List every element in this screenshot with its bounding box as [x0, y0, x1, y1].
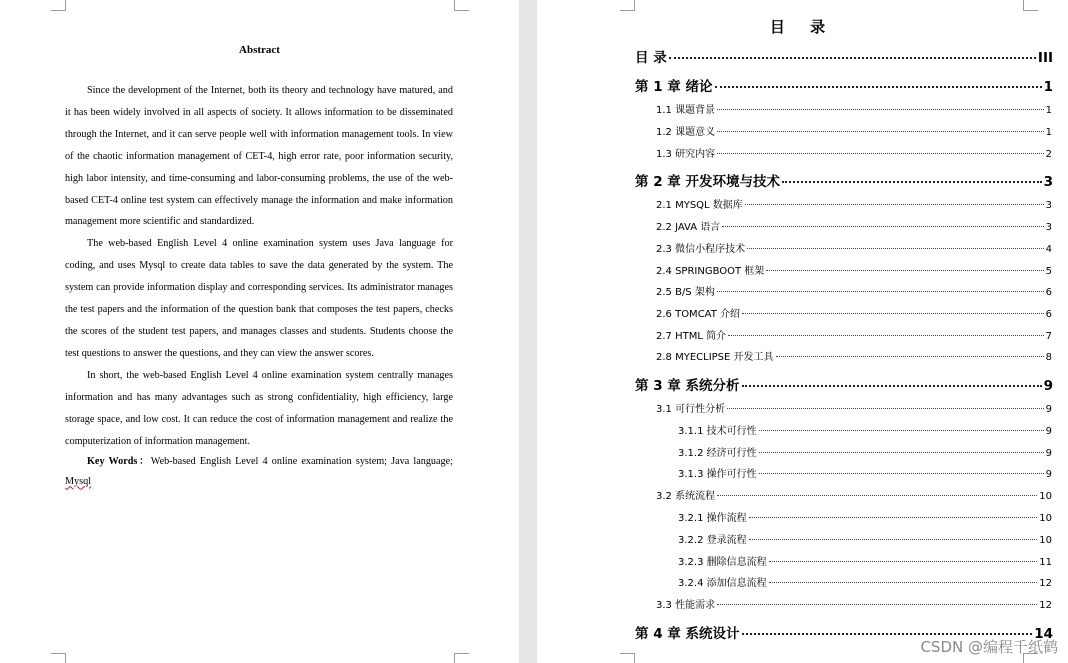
- toc-entry-label: 3.1.2 经济可行性: [678, 448, 757, 459]
- toc-entry-page: 10: [1039, 491, 1052, 502]
- abstract-paragraph: The web-based English Level 4 online examination system uses Java language for coding, and uses Mysql to create data tables to save the data generated by the system. The system can provide information display and corresponding services. Its administrator manages the test papers and the information of the question bank that composes the test papers, checks the scores of the student test papers, and manages classes and students. Students choose the test questions to answer the questions, and they can view the answer scores.: [65, 238, 453, 359]
- toc-leader-dots: [717, 153, 1044, 154]
- toc-entry[interactable]: [678, 509, 1052, 524]
- toc-entry[interactable]: [635, 170, 1053, 190]
- toc-entry-label: 3.1 可行性分析: [656, 404, 726, 415]
- toc-leader-dots: [722, 226, 1043, 227]
- toc-entry-page: 3: [1045, 222, 1052, 233]
- toc-entry-page: 10: [1039, 535, 1052, 546]
- toc-leader-dots: [759, 430, 1044, 431]
- toc-entry-label: 2.1 MYSQL 数据库: [656, 200, 743, 211]
- toc-leader-dots: [782, 181, 1042, 183]
- toc-entry-page: III: [1037, 50, 1053, 66]
- abstract-paragraph: Since the development of the Internet, both its theory and technology have matured, and it has been widely involved in all aspects of society. It allows information to be disseminated through the Internet, and it can serve people well with information management tools. In view of the chaotic information management of CET-4, high error rate, poor information security, high labor intensity, and time-consuming and labor-consuming problems, the use of the web-based CET-4 online test system can effectively manage the information and make information management more scientific and standardized.: [65, 85, 453, 228]
- toc-entry-label: 1.1 课题背景: [656, 105, 716, 116]
- keywords-last: Mysql: [65, 476, 92, 488]
- toc-leader-dots: [717, 109, 1044, 110]
- toc-leader-dots: [742, 385, 1042, 387]
- toc-entry-page: 1: [1045, 105, 1052, 116]
- toc-entry[interactable]: [656, 262, 1052, 277]
- toc-entry-page: 3: [1045, 200, 1052, 211]
- toc-leader-dots: [759, 452, 1044, 453]
- toc-entry[interactable]: [635, 46, 1053, 66]
- toc-entry-page: 3: [1043, 174, 1053, 190]
- toc-entry[interactable]: [656, 305, 1052, 320]
- toc-entry[interactable]: [678, 574, 1052, 589]
- toc-leader-dots: [776, 356, 1044, 357]
- toc-leader-dots: [717, 604, 1037, 605]
- toc-entry-label: 1.2 课题意义: [656, 127, 716, 138]
- toc-entry[interactable]: [656, 400, 1052, 415]
- toc-entry-page: 12: [1039, 600, 1052, 611]
- toc-leader-dots: [717, 291, 1044, 292]
- keywords-label: Key Words：: [87, 456, 151, 468]
- toc-leader-dots: [742, 313, 1044, 314]
- toc-entry-label: 2.8 MYECLIPSE 开发工具: [656, 352, 774, 363]
- watermark: CSDN @编程千纸鹤: [920, 638, 1058, 656]
- toc-entry[interactable]: [656, 123, 1052, 138]
- toc-entry-label: 目 录: [635, 50, 667, 66]
- abstract-page: [0, 0, 519, 663]
- toc-entry-label: 2.7 HTML 简介: [656, 331, 727, 342]
- toc-entry-page: 9: [1045, 404, 1052, 415]
- crop-mark: [51, 0, 66, 11]
- toc-entry[interactable]: [656, 145, 1052, 160]
- toc-entry-label: 2.2 JAVA 语言: [656, 222, 721, 233]
- toc-leader-dots: [727, 408, 1044, 409]
- toc-entry-page: 12: [1039, 578, 1052, 589]
- toc-entry-label: 3.1.1 技术可行性: [678, 426, 757, 437]
- toc-leader-dots: [769, 561, 1038, 562]
- toc-entry[interactable]: [656, 487, 1052, 502]
- toc-entry[interactable]: [656, 596, 1052, 611]
- crop-mark: [454, 0, 469, 11]
- toc-entry-label: 2.5 B/S 架构: [656, 287, 715, 298]
- toc-entry[interactable]: [656, 283, 1052, 298]
- toc-leader-dots: [745, 204, 1044, 205]
- toc-leader-dots: [669, 57, 1036, 59]
- toc-entry-label: 3.2.1 操作流程: [678, 513, 747, 524]
- toc-entry[interactable]: [635, 374, 1053, 394]
- toc-entry-page: 4: [1045, 244, 1052, 255]
- toc-entry-label: 3.1.3 操作可行性: [678, 469, 757, 480]
- toc-entry[interactable]: [678, 553, 1052, 568]
- toc-entry-label: 3.3 性能需求: [656, 600, 716, 611]
- toc-entry[interactable]: [656, 240, 1052, 255]
- crop-mark: [1023, 0, 1038, 11]
- toc-leader-dots: [749, 517, 1038, 518]
- toc-leader-dots: [742, 633, 1033, 635]
- toc-entry[interactable]: [656, 348, 1052, 363]
- keywords-line: [65, 452, 453, 492]
- toc-entry-label: 2.4 SPRINGBOOT 框架: [656, 266, 765, 277]
- toc-entry-page: 6: [1045, 287, 1052, 298]
- abstract-title: Abstract: [239, 44, 280, 56]
- toc-entry-page: 1: [1043, 79, 1053, 95]
- crop-mark: [51, 653, 66, 663]
- toc-entry-label: 第 1 章 绪论: [635, 79, 713, 95]
- toc-entry[interactable]: [635, 75, 1053, 95]
- toc-entry[interactable]: [678, 444, 1052, 459]
- toc-leader-dots: [715, 86, 1042, 88]
- toc-entry[interactable]: [678, 531, 1052, 546]
- toc-leader-dots: [766, 270, 1043, 271]
- toc-entry-label: 2.6 TOMCAT 介绍: [656, 309, 741, 320]
- toc-entry-page: 2: [1045, 149, 1052, 160]
- keywords-text: Web-based English Level 4 online examination system; Java language;: [150, 456, 453, 468]
- toc-leader-dots: [749, 539, 1038, 540]
- toc-leader-dots: [717, 495, 1037, 496]
- toc-entry-label: 第 2 章 开发环境与技术: [635, 174, 780, 190]
- toc-entry[interactable]: [678, 465, 1052, 480]
- toc-entry-label: 3.2 系统流程: [656, 491, 716, 502]
- toc-entry-page: 8: [1045, 352, 1052, 363]
- crop-mark: [620, 0, 635, 11]
- toc-leader-dots: [759, 473, 1044, 474]
- toc-entry[interactable]: [656, 196, 1052, 211]
- toc-entry-label: 2.3 微信小程序技术: [656, 244, 746, 255]
- crop-mark: [620, 653, 635, 663]
- toc-entry-label: 1.3 研究内容: [656, 149, 716, 160]
- abstract-paragraph: In short, the web-based English Level 4 online examination system centrally manages information and has many advantages such as strong confidentiality, high efficiency, large storage space, and low cost. It can reduce the cost of information management and realize the computerization of information management.: [65, 369, 453, 447]
- toc-entry[interactable]: [656, 101, 1052, 116]
- toc-entry-page: 5: [1045, 266, 1052, 277]
- toc-entry-label: 3.2.2 登录流程: [678, 535, 747, 546]
- abstract-body: [65, 80, 453, 492]
- toc-entry[interactable]: [656, 218, 1052, 233]
- toc-entry-label: 3.2.4 添加信息流程: [678, 578, 767, 589]
- toc-entry-page: 7: [1045, 331, 1052, 342]
- toc-entry-page: 9: [1045, 448, 1052, 459]
- toc-entry-page: 11: [1039, 557, 1052, 568]
- toc-leader-dots: [728, 335, 1044, 336]
- toc-leader-dots: [747, 248, 1044, 249]
- toc-page: [537, 0, 1068, 663]
- toc-entry-page: 9: [1043, 378, 1053, 394]
- toc-leader-dots: [769, 582, 1038, 583]
- toc-entry[interactable]: [656, 327, 1052, 342]
- toc-title: 目 录: [769, 18, 836, 36]
- toc-entry-label: 第 4 章 系统设计: [635, 626, 740, 642]
- toc-entry-page: 1: [1045, 127, 1052, 138]
- toc-entry-page: 10: [1039, 513, 1052, 524]
- toc-entry-label: 第 3 章 系统分析: [635, 378, 740, 394]
- crop-mark: [454, 653, 469, 663]
- toc-entry[interactable]: [678, 422, 1052, 437]
- toc-leader-dots: [717, 131, 1044, 132]
- toc-entry-page: 9: [1045, 469, 1052, 480]
- toc-entry-page: 9: [1045, 426, 1052, 437]
- toc-entry-page: 14: [1034, 626, 1053, 642]
- toc-entry-page: 6: [1045, 309, 1052, 320]
- toc-entry-label: 3.2.3 删除信息流程: [678, 557, 767, 568]
